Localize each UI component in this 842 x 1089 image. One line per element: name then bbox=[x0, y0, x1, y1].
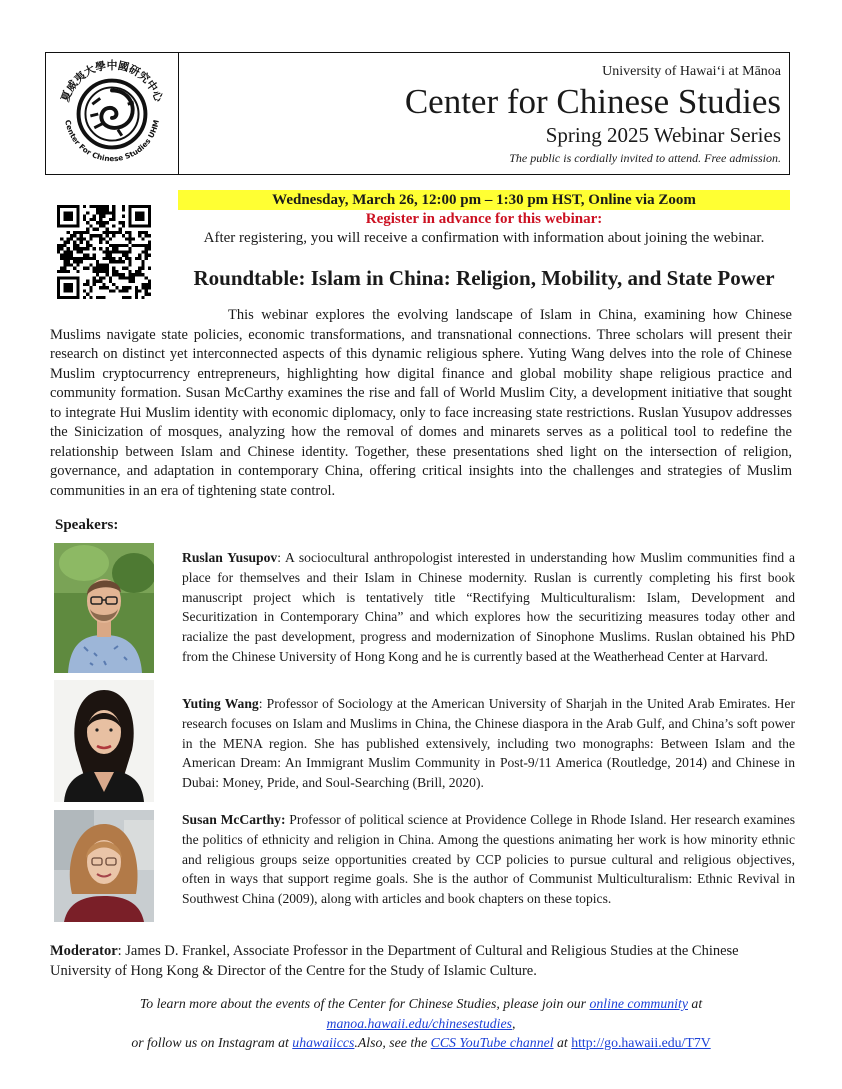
university-name: University of Hawaiʻi at Mānoa bbox=[602, 64, 781, 79]
moderator-paragraph bbox=[50, 942, 795, 981]
header-titles bbox=[179, 53, 789, 174]
footer-text: or follow us on Instagram at bbox=[131, 1035, 293, 1050]
speaker-name: Yuting Wang bbox=[182, 696, 259, 711]
qr-code-icon[interactable] bbox=[57, 205, 151, 299]
footer-text: at bbox=[687, 996, 703, 1011]
speaker-bio-text: : Professor of Sociology at the American University of Sharjah in the United Arab Emirates. Her research focuses on Islam and Muslims in China, the Chinese diaspora in the Arab Gulf, and China’s soft power in the MENA region. She has published extensively, including two monographs: Between Islam and the American Dream: An Immigrant Muslim Community in Post-9/11 America (Routledge, 2014) and Chinese in Dubai: Money, Pride, and Soul-Searching (Brill, 2020). bbox=[182, 696, 795, 791]
abstract-paragraph: This webinar explores the evolving landscape of Islam in China, examining how Chinese Muslims navigate state policies, economic transformations, and transnational connections. Three scholars will present their research on distinct yet interconnected aspects of this dynamic religious sphere. Yuting Wang delves into the role of Chinese Muslim cryptocurrency entrepreneurs, highlighting how digital finance and global mobility shape religious practice and community formation. Susan McCarthy examines the rise and fall of World Muslim City, a development initiative that sought to integrate Hui Muslim identity with economic diplomacy, only to face increasing state restrictions. Ruslan Yusupov addresses the Sinicization of mosques, analyzing how the removal of domes and minarets serves as a political tool to redefine the relationship between Islam and Chinese identity. Together, these presentations shed light on the intersection of religion, governance, and adaptation in contemporary China, offering critical insights into the challenges and strategies of Muslim communities in an era of tightening state control. bbox=[50, 307, 792, 499]
speaker-name: Ruslan Yusupov bbox=[182, 550, 278, 565]
speaker-bio-susan bbox=[182, 810, 795, 909]
center-title: Center for Chinese Studies bbox=[404, 82, 781, 121]
moderator-text: : James D. Frankel, Associate Professor in the Department of Cultural and Religious Studies at the Chinese University of Hong Kong & Director of the Centre for the Study of Islamic Culture. bbox=[50, 943, 739, 979]
event-date-banner: Wednesday, March 26, 12:00 pm – 1:30 pm HST, Online via Zoom bbox=[178, 190, 790, 210]
speaker-photo-yuting bbox=[54, 680, 154, 802]
website-link[interactable]: manoa.hawaii.edu/chinesestudies bbox=[326, 1015, 513, 1031]
speakers-heading: Speakers: bbox=[55, 517, 119, 533]
speaker-bio-text: Professor of political science at Providence College in Rhode Island. Her research examines the politics of ethnicity and religion in China. Among the questions animating her work is how minority ethnic and religious groups seize opportunities created by CCP policies to pursue cultural and religious objectives, often in ways that support regime goals. She is the author of Communist Multiculturalism: Ethnic Revival in Southwest China (2009), along with articles and book chapters on these topics. bbox=[182, 812, 796, 907]
speaker-name: Susan McCarthy: bbox=[182, 812, 286, 827]
speaker-photo-susan bbox=[54, 810, 154, 922]
speaker-bio-text: : A sociocultural anthropologist interested in understanding how Muslim communities find a place for themselves and their Islam in Chinese modernity. Ruslan is currently completing his first book manuscript project which is tentatively title “Rectifying Multiculturalism: Islam, Development and Securitization in Contemporary China” and which explores how the securitizing measures today other and racialize the past development, progress and modernization of Sinophone Muslims. Ruslan obtained his PhD from the Chinese University of Hong Kong and he is currently based at the Weatherhead Center at Harvard. bbox=[182, 550, 795, 664]
logo-text-bottom: Center For Chinese Studies UHM bbox=[63, 118, 161, 163]
youtube-channel-link[interactable]: CCS YouTube channel bbox=[430, 1035, 554, 1050]
series-title: Spring 2025 Webinar Series bbox=[545, 123, 781, 147]
header-box bbox=[45, 52, 790, 175]
footer-text: To learn more about the events of the Center for Chinese Studies, please join our bbox=[139, 996, 590, 1011]
after-register-note: After registering, you will receive a confirmation with information about joining the webinar. bbox=[203, 230, 765, 246]
footer-text: , bbox=[512, 1015, 516, 1031]
instagram-link[interactable]: uhawaiiccs bbox=[292, 1035, 355, 1050]
ccs-seal-logo bbox=[53, 55, 171, 173]
speaker-bio-ruslan bbox=[182, 548, 795, 667]
public-note: The public is cordially invited to attend. Free admission. bbox=[509, 151, 781, 165]
footer-text: .Also, see the bbox=[354, 1035, 431, 1050]
logo-text-top: 夏威夷大學中國研究中心 bbox=[58, 58, 166, 104]
speaker-bio-yuting bbox=[182, 694, 795, 793]
speaker-photo-ruslan bbox=[54, 543, 154, 673]
logo-cell bbox=[46, 53, 179, 174]
moderator-label: Moderator bbox=[50, 943, 118, 959]
footer-text: at bbox=[553, 1035, 572, 1050]
event-title: Roundtable: Islam in China: Religion, Mobility, and State Power bbox=[193, 266, 775, 290]
youtube-url-link[interactable]: http://go.hawaii.edu/T7V bbox=[571, 1035, 711, 1050]
register-link[interactable]: Register in advance for this webinar: bbox=[365, 211, 603, 227]
online-community-link[interactable]: online community bbox=[589, 996, 688, 1011]
footer bbox=[45, 994, 797, 1053]
footer-line-2 bbox=[45, 1033, 797, 1053]
footer-line-1 bbox=[45, 994, 797, 1033]
